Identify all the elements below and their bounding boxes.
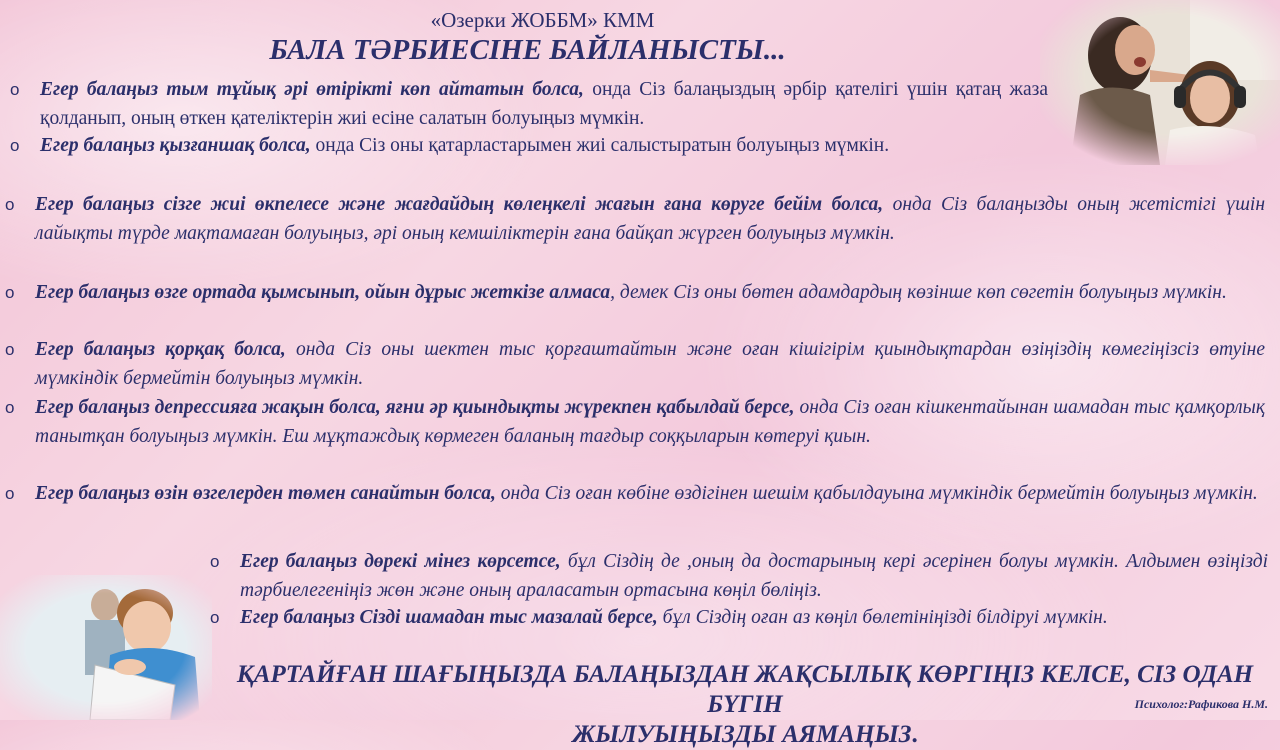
advice-text <box>35 393 1265 451</box>
psychologist-signature: Психолог:Рафикова Н.М. <box>1134 697 1268 711</box>
bullet-icon: o <box>5 484 15 503</box>
advice-text <box>35 190 1265 248</box>
organization-name: «Озерки ЖОББМ» КММ <box>430 8 655 32</box>
advice-item <box>10 75 1048 133</box>
advice-text <box>35 479 1265 508</box>
bullet-icon: o <box>210 552 220 571</box>
advice-explanation: онда Сіз оны қатарластарымен жиі салыстыратын болуыңыз мүмкін. <box>310 135 890 156</box>
bullet-icon: o <box>5 340 15 359</box>
advice-item <box>5 393 1265 451</box>
advice-condition: Егер балаңыз қызғаншақ болса, <box>40 135 311 156</box>
advice-item <box>210 547 1268 605</box>
closing-message-line1: ҚАРТАЙҒАН ШАҒЫҢЫЗДА БАЛАҢЫЗДАН ЖАҚСЫЛЫҚ КӨРГІҢІЗ КЕЛСЕ, СІЗ ОДАН БҮГІН <box>236 661 1254 718</box>
sad-boy-photo <box>0 575 212 720</box>
advice-item <box>5 190 1265 248</box>
advice-text <box>40 75 1048 133</box>
advice-explanation: бұл Сіздің оған аз көңіл бөлетініңізді білдіруі мүмкін. <box>657 607 1108 628</box>
advice-condition: Егер балаңыз депрессияға жақын болса, яғни әр қиындықты жүрекпен қабылдай берсе, <box>35 397 795 418</box>
advice-condition: Егер балаңыз өзге ортада қымсынып, ойын дұрыс жеткізе алмаса <box>35 282 611 303</box>
advice-explanation: онда Сіз оған көбіне өздігінен шешім қабылдауына мүмкіндік бермейтін болуыңыз мүмкін. <box>495 483 1258 504</box>
advice-text <box>40 131 1048 160</box>
bullet-icon: o <box>5 398 15 417</box>
advice-condition: Егер балаңыз сізге жиі өкпелесе және жағдайдың көлеңкелі жағын ғана көруге бейім болса, <box>35 194 884 215</box>
advice-text <box>35 335 1265 393</box>
closing-message-line2 <box>205 720 1280 750</box>
advice-explanation: бұл Сіздің де ,оның да достарының кері әсерінен болуы мүмкін. Алдымен өзіңізді тәрбиелегеніңіз жөн және оның араласатын ортасына көңіл бөліңіз. <box>240 551 1269 601</box>
advice-item <box>210 603 1268 632</box>
advice-item <box>5 479 1265 508</box>
advice-item <box>10 131 1048 160</box>
bullet-icon: o <box>10 80 20 99</box>
advice-item <box>5 278 1265 307</box>
advice-condition: Егер балаңыз өзін өзгелерден төмен санайтын болса, <box>35 483 496 504</box>
bullet-icon: o <box>5 283 15 302</box>
advice-text <box>240 547 1268 605</box>
advice-text <box>35 278 1265 307</box>
page-title: БАЛА ТӘРБИЕСІНЕ БАЙЛАНЫСТЫ... <box>269 34 786 66</box>
advice-condition: Егер балаңыз дөрекі мінез көрсетсе, <box>240 551 561 572</box>
closing-message <box>205 660 1280 750</box>
bullet-icon: o <box>10 136 20 155</box>
advice-explanation: онда Сіз балаңызды оның жетістігі үшін лайықты түрде мақтамаған болуыңыз, әрі оның кемшіліктерін ғана байқап жүрген болуыңыз мүмкін. <box>35 194 1265 244</box>
bullet-icon: o <box>210 608 220 627</box>
advice-condition: Егер балаңыз қорқақ болса, <box>35 339 286 360</box>
advice-condition: Егер балаңыз тым тұйық әрі өтірікті көп айтатын болса, <box>40 79 584 100</box>
advice-explanation: , демек Сіз оны бөтен адамдардың көзінше көп сөгетін болуыңыз мүмкін. <box>610 282 1227 303</box>
mother-daughter-photo <box>1040 0 1280 165</box>
closing-message-line2-end: . <box>911 721 918 748</box>
advice-condition: Егер балаңыз Сізді шамадан тыс мазалай берсе, <box>240 607 658 628</box>
advice-item <box>5 335 1265 393</box>
advice-explanation: онда Сіз балаңыздың әрбір қателігі үшін қатаң жаза қолданып, оның өткен қателіктерін жиі есіне салатын болуыңыз мүмкін. <box>40 79 1048 129</box>
advice-text <box>240 603 1268 632</box>
advice-explanation: онда Сіз оған кішкентайынан шамадан тыс қамқорлық танытқан болуыңыз мүмкін. Еш мұқтаждық көрмеген баланың тағдыр соққыларын көтеруі қиын. <box>35 397 1265 447</box>
bullet-icon: o <box>5 195 15 214</box>
closing-message-line2-text: ЖЫЛУЫҢЫЗДЫ АЯМАҢЫЗ <box>572 721 912 748</box>
advice-explanation: онда Сіз оны шектен тыс қорғаштайтын және оған кішігірім қиындықтардан өзіңіздің көмегіңізсіз өтуіне мүмкіндік бермейтін болуыңыз мүмкін. <box>35 339 1265 389</box>
